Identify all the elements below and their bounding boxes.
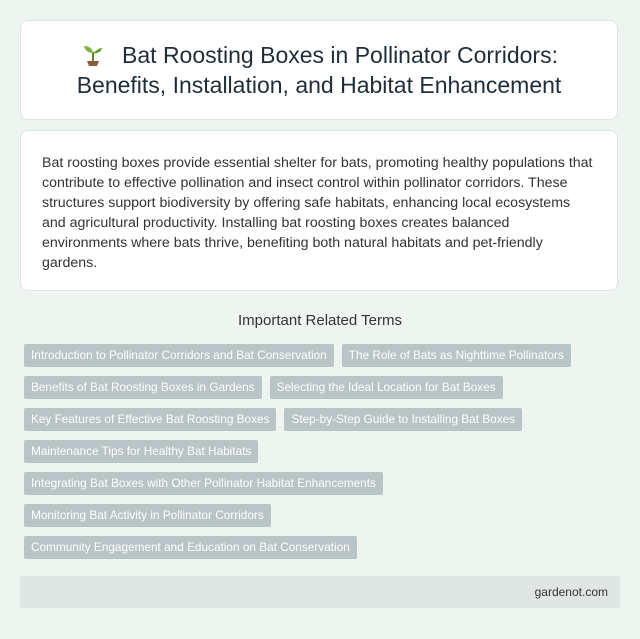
term-tag[interactable]: Maintenance Tips for Healthy Bat Habitats: [24, 440, 258, 463]
footer-site-link[interactable]: gardenot.com: [534, 585, 608, 599]
intro-paragraph: Bat roosting boxes provide essential shelter for bats, promoting healthy populations that contribute to effective pollination and insect control within pollinator corridors. These structures support biodiversity by offering safe habitats, enhancing local ecosystems and agricultural productivity. Installing bat roosting boxes creates balanced environments where bats thrive, benefiting both natural habitats and pet-friendly gardens.: [42, 155, 593, 271]
term-tag[interactable]: Introduction to Pollinator Corridors and Bat Conservation: [24, 344, 334, 367]
intro-card: [20, 130, 618, 291]
term-tag[interactable]: Selecting the Ideal Location for Bat Boxes: [270, 376, 503, 399]
page-title-text: Bat Roosting Boxes in Pollinator Corridors: Benefits, Installation, and Habitat Enhancement: [76, 42, 562, 98]
term-tag[interactable]: Key Features of Effective Bat Roosting Boxes: [24, 408, 276, 431]
term-tag[interactable]: Monitoring Bat Activity in Pollinator Corridors: [24, 504, 271, 527]
term-tag[interactable]: Benefits of Bat Roosting Boxes in Gardens: [24, 376, 262, 399]
term-tag[interactable]: Step-by-Step Guide to Installing Bat Boxes: [284, 408, 522, 431]
term-tag[interactable]: Community Engagement and Education on Bat Conservation: [24, 536, 357, 559]
related-terms-list: [24, 344, 624, 568]
title-card: [20, 20, 618, 120]
related-terms-heading: Important Related Terms: [238, 312, 402, 329]
sprout-icon: [80, 42, 106, 66]
page-title: [39, 40, 599, 100]
term-tag[interactable]: The Role of Bats as Nighttime Pollinators: [342, 344, 571, 367]
term-tag[interactable]: Integrating Bat Boxes with Other Pollinator Habitat Enhancements: [24, 472, 383, 495]
footer: [20, 576, 620, 608]
